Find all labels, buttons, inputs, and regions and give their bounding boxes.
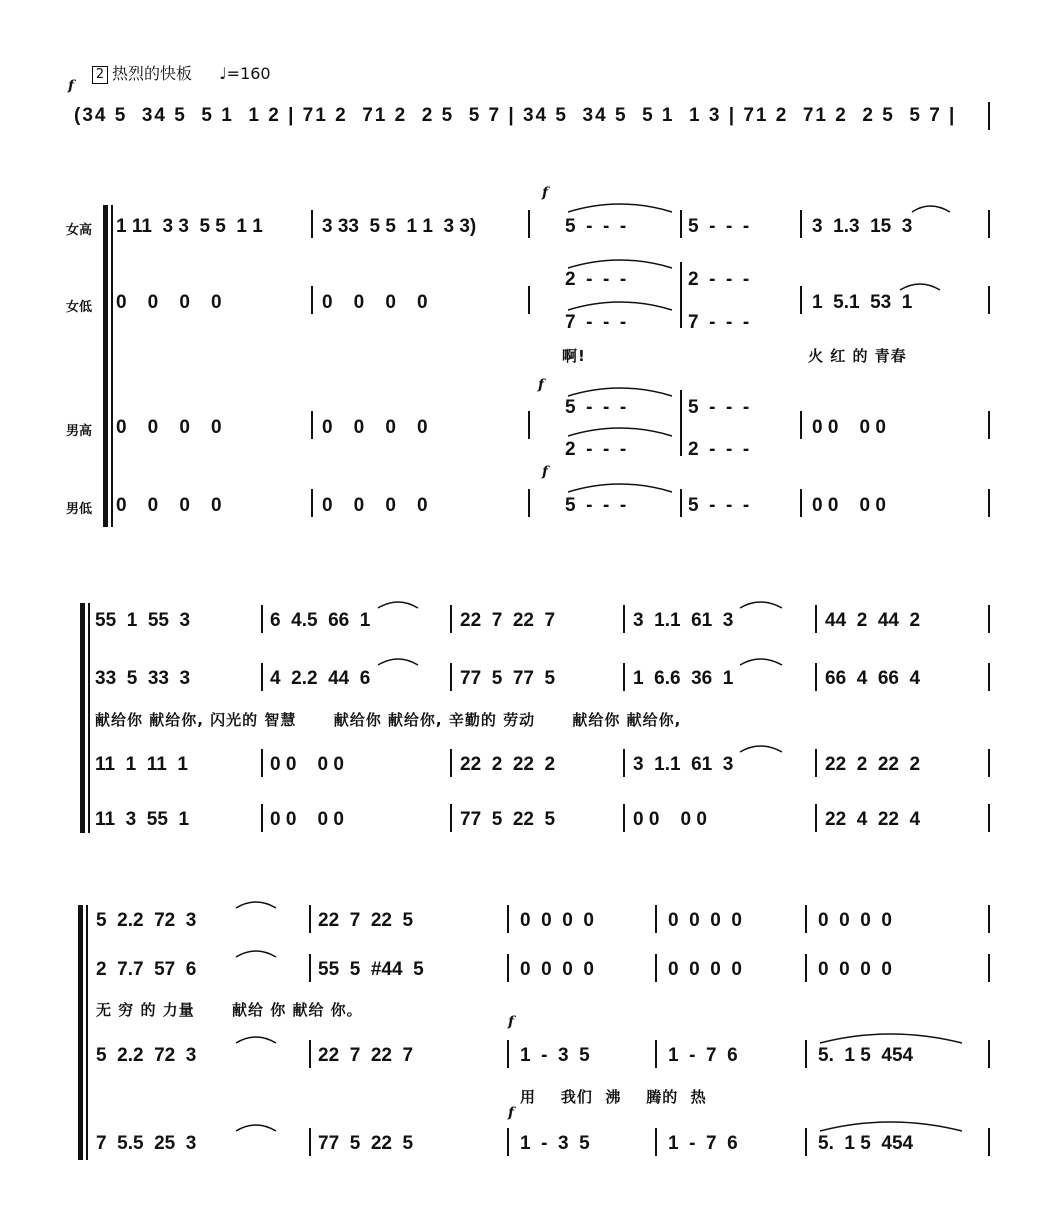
s1-bass-m4: 5 - - - — [688, 495, 750, 516]
s2-alto-m4: 1 6.6 36 1 — [633, 668, 734, 689]
s2-bass-m5: 22 4 22 4 — [825, 809, 921, 830]
s2-tenor-m3: 22 2 22 2 — [460, 754, 556, 775]
s2-soprano-m4: 3 1.1 61 3 — [633, 610, 734, 631]
s3-soprano-m5: 0 0 0 0 — [818, 910, 892, 931]
s2-soprano-m5: 44 2 44 2 — [825, 610, 921, 631]
s1-tenor-m2: 0 0 0 0 — [322, 417, 428, 438]
s1-lyrics-a: 啊! — [562, 347, 586, 365]
section-number-box: 2 — [92, 66, 108, 84]
s1-tenor-m5: 0 0 0 0 — [812, 417, 886, 438]
s2-alto-m2: 4 2.2 44 6 — [270, 668, 371, 689]
s3-bass-m2: 77 5 22 5 — [318, 1133, 414, 1154]
s3-tenor-m2: 22 7 22 7 — [318, 1045, 414, 1066]
s1-tenor-m1: 0 0 0 0 — [116, 417, 222, 438]
s1-alto-lower-m3: 7 - - - — [565, 312, 627, 333]
s3-alto-m5: 0 0 0 0 — [818, 959, 892, 980]
s1-soprano-m1: 1 11 3 3 5 5 1 1 — [116, 216, 263, 237]
s3-dynamic: f — [508, 1014, 515, 1030]
s2-alto-m3: 77 5 77 5 — [460, 668, 556, 689]
s1-alto-upper-m4: 2 - - - — [688, 269, 750, 290]
s3-alto-m1: 2 7.7 57 6 — [96, 959, 197, 980]
s2-lyrics: 献给你 献给你, 闪光的 智慧 献给你 献给你, 辛勤的 劳动 献给你 献给你, — [95, 711, 682, 729]
s3-tenor-m1: 5 2.2 72 3 — [96, 1045, 197, 1066]
voice-label-alto: 女低 — [66, 300, 93, 315]
s3-alto-m4: 0 0 0 0 — [668, 959, 742, 980]
voice-label-tenor: 男高 — [66, 424, 93, 439]
s1-tenor-lower-m4: 2 - - - — [688, 439, 750, 460]
s1-soprano-m4: 5 - - - — [688, 216, 750, 237]
s1-dynamic: f — [542, 185, 549, 201]
s1-bass-m1: 0 0 0 0 — [116, 495, 222, 516]
s3-bass-dynamic: f — [508, 1105, 515, 1121]
s3-tenor-m3: 1 - 3 5 — [520, 1045, 590, 1066]
s1-alto-lower-m4: 7 - - - — [688, 312, 750, 333]
s3-bass-m5: 5. 1 5 454 — [818, 1133, 914, 1154]
s2-bass-m1: 11 3 55 1 — [95, 809, 190, 830]
s3-soprano-m3: 0 0 0 0 — [520, 910, 594, 931]
s1-bass-m2: 0 0 0 0 — [322, 495, 428, 516]
section-label: 热烈的快板 — [112, 64, 193, 83]
s2-bass-m3: 77 5 22 5 — [460, 809, 556, 830]
s1-bass-dynamic: f — [542, 464, 549, 480]
s2-tenor-m1: 11 1 11 1 — [95, 754, 188, 775]
s1-alto-m2: 0 0 0 0 — [322, 292, 428, 313]
s3-soprano-m2: 22 7 22 5 — [318, 910, 414, 931]
s2-tenor-m4: 3 1.1 61 3 — [633, 754, 734, 775]
s2-alto-m1: 33 5 33 3 — [95, 668, 191, 689]
s2-alto-m5: 66 4 66 4 — [825, 668, 921, 689]
s2-bass-m4: 0 0 0 0 — [633, 809, 707, 830]
s1-alto-m1: 0 0 0 0 — [116, 292, 222, 313]
metronome-mark: =160 — [226, 64, 271, 83]
s2-bass-m2: 0 0 0 0 — [270, 809, 344, 830]
s1-tenor-dynamic: f — [538, 377, 545, 393]
s1-tenor-upper-m3: 5 - - - — [565, 397, 627, 418]
s1-bass-m3: 5 - - - — [565, 495, 627, 516]
s1-bass-m5: 0 0 0 0 — [812, 495, 886, 516]
s3-tenor-m4: 1 - 7 6 — [668, 1045, 738, 1066]
s3-tenor-m5: 5. 1 5 454 — [818, 1045, 914, 1066]
s3-soprano-m4: 0 0 0 0 — [668, 910, 742, 931]
s3-lyrics-women: 无 穷 的 力量 献给 你 献给 你。 — [96, 1001, 363, 1019]
s2-tenor-m5: 22 2 22 2 — [825, 754, 921, 775]
s3-soprano-m1: 5 2.2 72 3 — [96, 910, 197, 931]
s3-bass-m1: 7 5.5 25 3 — [96, 1133, 197, 1154]
voice-label-bass: 男低 — [66, 502, 93, 517]
voice-label-soprano: 女高 — [66, 223, 93, 238]
s1-tenor-upper-m4: 5 - - - — [688, 397, 750, 418]
s2-soprano-m3: 22 7 22 7 — [460, 610, 556, 631]
s2-tenor-m2: 0 0 0 0 — [270, 754, 344, 775]
s1-soprano-m5: 3 1.3 15 3 — [812, 216, 913, 237]
intro-line: (34 5 34 5 5 1 1 2 | 71 2 71 2 2 5 5 7 | 34 5 34 5 5 1 1 3 | 71 2 71 2 2 5 5 7 | — [74, 105, 957, 126]
s2-soprano-m1: 55 1 55 3 — [95, 610, 191, 631]
intro-dynamic: f — [68, 78, 75, 94]
s1-tenor-lower-m3: 2 - - - — [565, 439, 627, 460]
quarter-note-icon: ♩ — [219, 64, 227, 83]
s2-soprano-m2: 6 4.5 66 1 — [270, 610, 371, 631]
s3-alto-m2: 55 5 #44 5 — [318, 959, 424, 980]
s3-lyrics-men: 用 我们 沸 腾的 热 — [520, 1088, 707, 1106]
s1-alto-upper-m3: 2 - - - — [565, 269, 627, 290]
s1-soprano-m3: 5 - - - — [565, 216, 627, 237]
s3-bass-m4: 1 - 7 6 — [668, 1133, 738, 1154]
s1-alto-m5: 1 5.1 53 1 — [812, 292, 913, 313]
s3-alto-m3: 0 0 0 0 — [520, 959, 594, 980]
s3-bass-m3: 1 - 3 5 — [520, 1133, 590, 1154]
s1-lyrics-b: 火 红 的 青春 — [808, 347, 907, 365]
s1-soprano-m2: 3 33 5 5 1 1 3 3) — [322, 216, 477, 237]
